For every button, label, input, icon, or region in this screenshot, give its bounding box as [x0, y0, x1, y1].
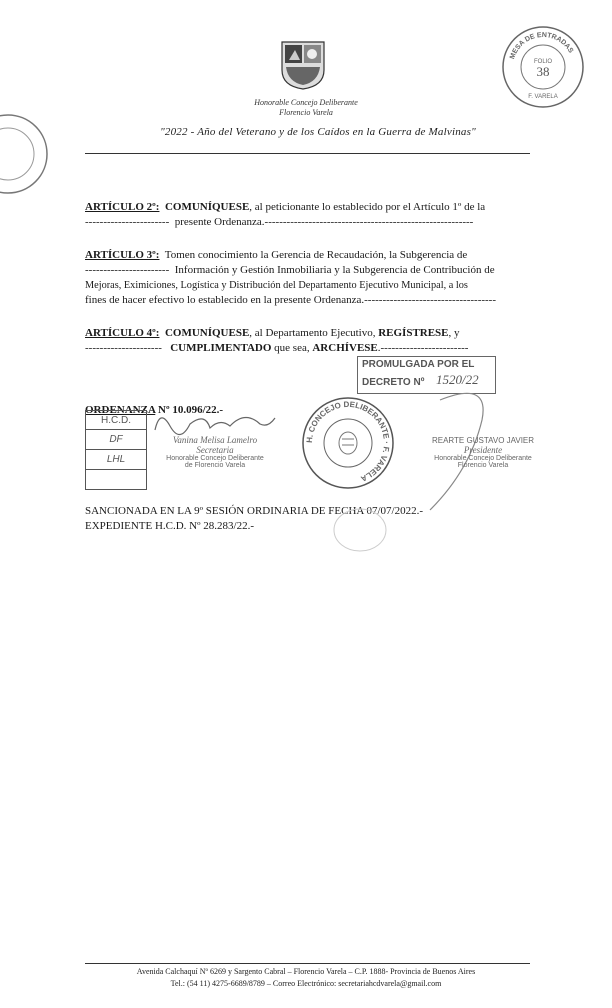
article-4-mid1: , al Departamento Ejecutivo, — [249, 327, 379, 339]
article-2-line2: presente Ordenanza.--------------------------------------------------------- — [174, 216, 474, 228]
article-2 — [85, 200, 530, 230]
footer-contact: Tel.: (54 11) 4275-6689/8789 – Correo Electrónico: secretariahcdvarela@gmail.com — [170, 979, 442, 988]
ordenanza-label: ORDENANZA — [85, 404, 156, 416]
hcd-box-2: DF — [85, 430, 147, 450]
article-2-label: ARTÍCULO 2º: — [85, 201, 160, 213]
seal-ring-text: H. CONCEJO DELIBERANTE · F. VARELA — [304, 399, 392, 484]
article-4-end1: , y — [448, 327, 460, 339]
signature-left-name: Vanina Melisa Lamelro — [172, 435, 258, 445]
ordenanza-number: Nº 10.096/22.- — [155, 404, 224, 416]
hcd-box-4 — [85, 470, 147, 490]
decree-number: 1520/22 — [436, 372, 479, 387]
dry-seal-faint — [330, 505, 390, 555]
signature-right-org1: Honorable Concejo Deliberante — [434, 455, 532, 462]
article-4-prefix: --------------------- — [85, 342, 162, 354]
institution-name: Honorable Concejo Deliberante — [254, 98, 358, 107]
sanction-line-2: EXPEDIENTE H.C.D. Nº 28.283/22.- — [85, 520, 255, 532]
hcd-stamp — [85, 410, 147, 490]
article-4-label: ARTÍCULO 4º: — [85, 327, 160, 339]
signature-right — [418, 436, 548, 469]
article-3 — [85, 248, 530, 308]
folio-number: 38 — [536, 64, 550, 79]
article-3-line4: fines de hacer efectivo lo establecido en la presente Ordenanza.------------------------------------ — [85, 294, 497, 306]
article-4 — [85, 326, 530, 356]
hcd-box-1: H.C.D. — [85, 410, 147, 430]
folio-seal-top-text: MESA DE ENTRADAS — [509, 31, 575, 61]
header-rule — [85, 153, 530, 154]
city-name: Florencio Varela — [279, 108, 333, 117]
concejo-round-seal — [300, 395, 396, 491]
article-3-line1: Tomen conocimiento la Gerencia de Recaudación, la Subgerencia de — [164, 249, 468, 261]
folio-seal-bottom-text: F. VARELA — [528, 94, 558, 100]
coat-of-arms-emblem — [280, 40, 326, 90]
signature-left — [150, 435, 280, 469]
article-2-prefix: ----------------------- — [85, 216, 170, 228]
svg-text:MESA DE ENTRADAS — [509, 32, 574, 60]
article-4-bold1: COMUNÍQUESE — [164, 327, 250, 339]
signature-right-org2: Florencio Varela — [457, 462, 509, 469]
article-4-bold4: ARCHÍVESE — [312, 342, 378, 354]
svg-text:H. CONCEJO DELIBERANTE · F. VA — [305, 400, 391, 484]
article-3-prefix: ----------------------- — [85, 264, 170, 276]
promulgada-line1: PROMULGADA POR EL — [362, 359, 475, 370]
margin-seal-partial — [0, 112, 50, 196]
hcd-box-3: LHL — [85, 450, 147, 470]
article-4-bold2: REGÍSTRESE — [378, 327, 449, 339]
sanction-line-1: SANCIONADA EN LA 9º SESIÓN ORDINARIA DE FECHA 07/07/2022.- — [85, 505, 424, 517]
signature-left-role: Secretaria — [196, 445, 234, 455]
article-3-label: ARTÍCULO 3º: — [85, 249, 160, 261]
signature-right-name: REARTE GUSTAVO JAVIER — [431, 436, 535, 445]
article-4-end2: .------------------------ — [377, 342, 469, 354]
folio-seal — [500, 24, 586, 110]
article-2-bold: COMUNÍQUESE — [164, 201, 250, 213]
article-3-line3: Mejoras, Eximiciones, Logística y Distribución del Departamento Ejecutivo Municipal, a los — [85, 280, 468, 291]
promulgada-line2: DECRETO Nº — [362, 377, 425, 388]
article-4-mid2: que sea, — [271, 342, 313, 354]
article-2-line1: , al peticionante lo establecido por el Artículo 1º de la — [249, 201, 486, 213]
signature-left-scribble — [150, 408, 280, 438]
year-motto: "2022 - Año del Veterano y de los Caídos en la Guerra de Malvinas" — [160, 126, 476, 138]
signature-left-org2: de Florencio Varela — [184, 462, 246, 469]
article-4-bold3: CUMPLIMENTADO — [170, 342, 272, 354]
footer-rule — [85, 963, 530, 964]
footer-address: Avenida Calchaquí Nº 6269 y Sargento Cabral – Florencio Varela – C.P. 1888- Provincia de Buenos Aires — [136, 967, 476, 976]
signature-left-org1: Honorable Concejo Deliberante — [166, 455, 264, 462]
folio-label: FOLIO — [533, 59, 553, 65]
article-3-line2: Información y Gestión Inmobiliaria y la Subgerencia de Contribución de — [174, 264, 495, 276]
signature-right-role: Presidente — [463, 445, 503, 455]
